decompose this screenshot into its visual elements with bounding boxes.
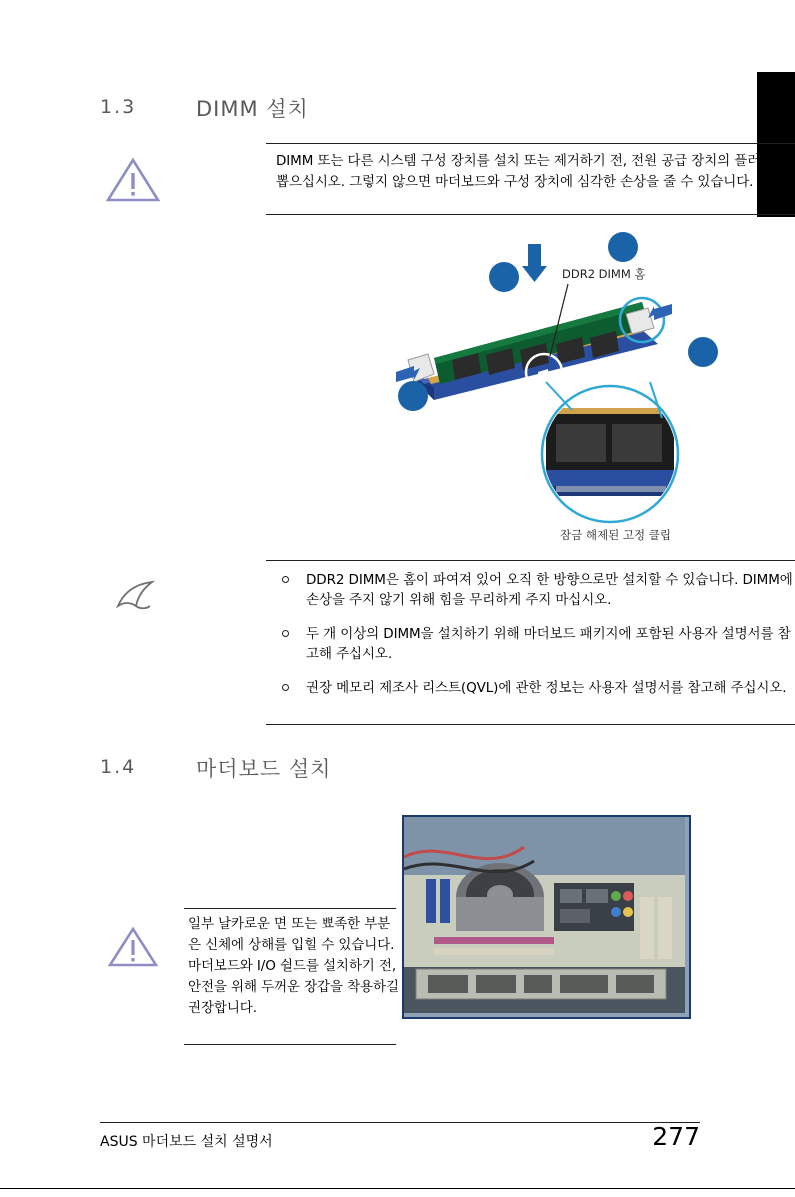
divider-top: [184, 908, 396, 909]
page-bottom-rule: [0, 1188, 795, 1189]
divider-bottom: [266, 724, 795, 725]
callout-bullet-3: [688, 337, 718, 367]
note-list: [276, 570, 795, 712]
note-callout: [100, 560, 793, 725]
warning-triangle-icon: [106, 157, 160, 203]
insert-direction-arrow: [522, 244, 547, 282]
note-text: DDR2 DIMM은 홈이 파여져 있어 오직 한 방향으로만 설치할 수 있습니다. DIMM에 손상을 주지 않기 위해 힘을 무리하게 주지 마십시오.: [306, 572, 793, 608]
bullet-dot: [282, 630, 289, 637]
page-edge-tab: [757, 72, 795, 217]
callout-bullet-1: [608, 232, 638, 262]
pencil-note-icon: [114, 576, 162, 616]
slot-detail-zoom: [542, 382, 678, 522]
notch-label: DDR2 DIMM 홈: [562, 267, 646, 281]
warning-callout: [100, 143, 787, 215]
divider-bottom: [184, 1044, 396, 1045]
caution-callout: [100, 908, 400, 1045]
dimm-module: [434, 302, 648, 384]
footer-divider: [100, 1122, 700, 1123]
divider-top: [266, 560, 795, 561]
callout-bullet-2: [489, 262, 519, 292]
warning-text: DIMM 또는 다른 시스템 구성 장치를 설치 또는 제거하기 전, 전원 공급 장치의 플러그를 뽑으십시오. 그렇지 않으면 마더보드와 구성 장치에 심각한 손상을 줄 수 있습니다.: [276, 153, 787, 190]
list-item: [276, 624, 795, 664]
page-number: 277: [652, 1122, 700, 1151]
callout-bullet-4: [398, 381, 428, 411]
warning-triangle-icon: [108, 926, 158, 968]
motherboard-photo: [402, 815, 691, 1019]
section-1-3-title: DIMM 설치: [196, 97, 309, 121]
section-1-4-number: 1.4: [100, 756, 137, 778]
divider-top: [266, 143, 795, 144]
list-item: [276, 570, 795, 610]
footer-title: ASUS 마더보드 설치 설명서: [100, 1134, 273, 1150]
divider-bottom: [266, 214, 795, 215]
bullet-dot: [282, 576, 289, 583]
clip-caption: 잠금 해제된 고정 클립: [560, 528, 671, 542]
list-item: [276, 678, 795, 698]
note-text: 권장 메모리 제조사 리스트(QVL)에 관한 정보는 사용자 설명서를 참고해 주십시오.: [306, 680, 787, 696]
section-1-3-number: 1.3: [100, 96, 137, 118]
section-1-4-title: 마더보드 설치: [196, 757, 332, 781]
note-text: 두 개 이상의 DIMM을 설치하기 위해 마더보드 패키지에 포함된 사용자 설명서를 참고해 주십시오.: [306, 626, 791, 662]
caution-text: 일부 날카로운 면 또는 뾰족한 부분은 신체에 상해를 입힐 수 있습니다. 마더보드와 I/O 쉴드를 설치하기 전, 안전을 위해 두꺼운 장갑을 착용하길 권장합니다.: [188, 916, 399, 1016]
bullet-dot: [282, 684, 289, 691]
motherboard-photo-svg: [404, 817, 685, 1013]
